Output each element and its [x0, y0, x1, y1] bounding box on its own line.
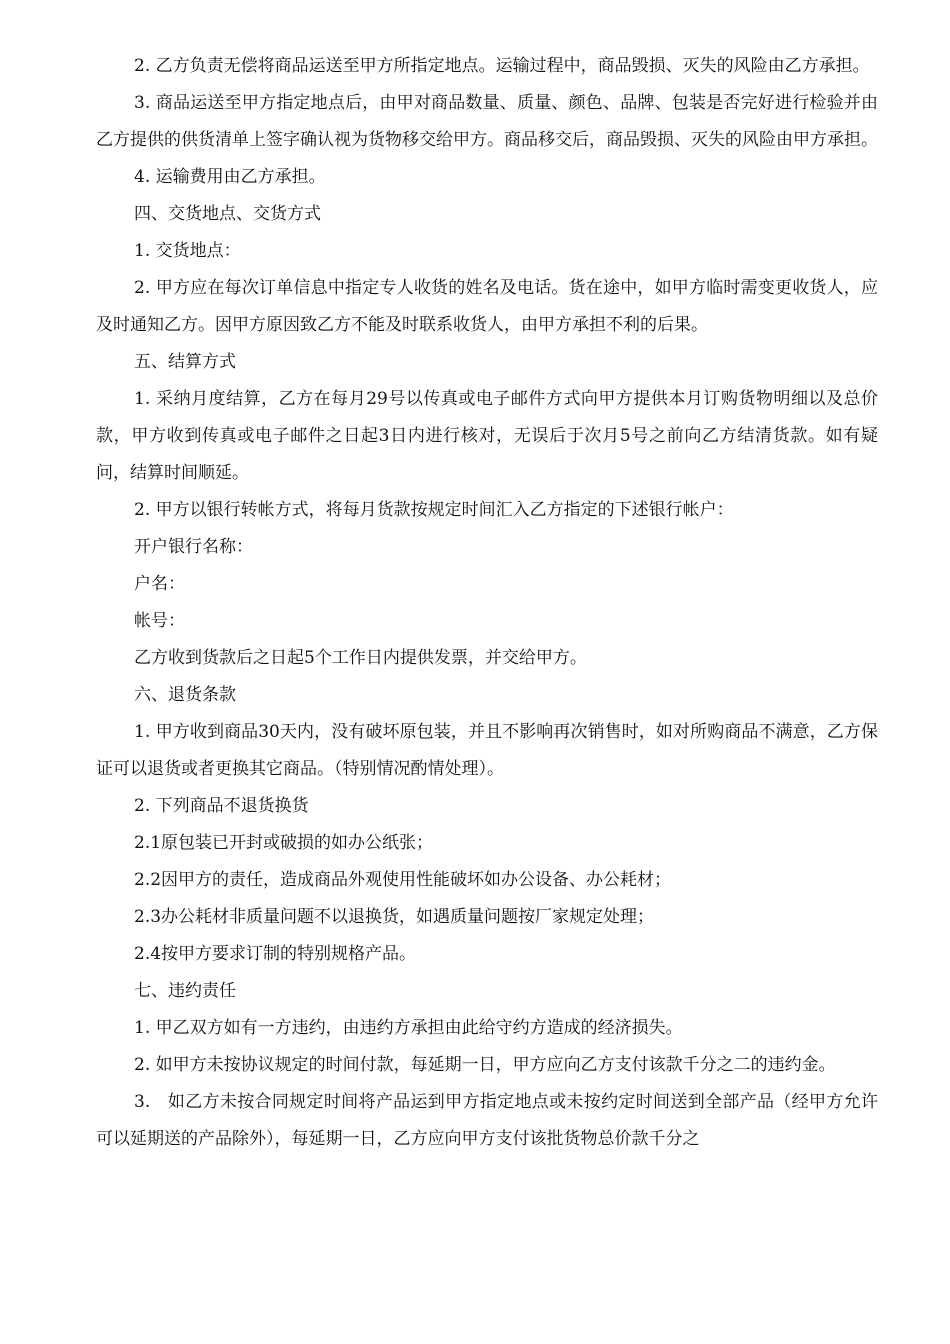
paragraph-late-payment: 2. 如甲方未按协议规定的时间付款，每延期一日，甲方应向乙方支付该款千分之二的违约金。: [134, 1055, 836, 1075]
paragraph-inspection-handover: 3. 商品运送至甲方指定地点后，由甲对商品数量、质量、颜色、品牌、包装是否完好进行检验并由乙方提供的供货清单上签字确认视为货物移交给甲方。商品移交后，商品毁损、灭失的风险由甲方承担。: [96, 93, 878, 150]
paragraph-breach-general: 1. 甲乙双方如有一方违约，由违约方承担由此给守约方造成的经济损失。: [134, 1018, 683, 1038]
field-bank-name: 开户银行名称：: [134, 537, 253, 557]
section-heading-returns: 六、退货条款: [134, 685, 236, 705]
list-item-opened-packaging: 2.1原包装已开封或破损的如办公纸张；: [134, 833, 434, 853]
paragraph-monthly-settlement: 1. 采纳月度结算，乙方在每月29号以传真或电子邮件方式向甲方提供本月订购货物明细以及总价款，甲方收到传真或电子邮件之日起3日内进行核对，无误后于次月5号之前向乙方结清货款。如有疑问，结算时间顺延。: [96, 389, 878, 483]
document-page: [96, 48, 878, 1158]
paragraph-invoice: 乙方收到货款后之日起5个工作日内提供发票，并交给甲方。: [134, 648, 587, 668]
paragraph-transport-responsibility: 2. 乙方负责无偿将商品运送至甲方所指定地点。运输过程中，商品毁损、灭失的风险由乙方承担。: [134, 56, 870, 76]
paragraph-receiver-contact: 2. 甲方应在每次订单信息中指定专人收货的姓名及电话。货在途中，如甲方临时需变更收货人，应及时通知乙方。因甲方原因致乙方不能及时联系收货人，由甲方承担不利的后果。: [96, 278, 878, 335]
list-item-custom-products: 2.4按甲方要求订制的特别规格产品。: [134, 944, 417, 964]
section-heading-settlement: 五、结算方式: [134, 352, 236, 372]
paragraph-delivery-location: 1. 交货地点：: [134, 241, 241, 261]
paragraph-return-window: 1. 甲方收到商品30天内，没有破坏原包装，并且不影响再次销售时，如对所购商品不满意，乙方保证可以退货或者更换其它商品。（特别情况酌情处理）。: [96, 722, 878, 779]
list-item-damage-by-buyer: 2.2因甲方的责任，造成商品外观使用性能破坏如办公设备、办公耗材；: [134, 870, 672, 890]
section-heading-delivery: 四、交货地点、交货方式: [134, 204, 321, 224]
paragraph-non-returnable: 2. 下列商品不退货换货: [134, 796, 309, 816]
paragraph-transport-cost: 4. 运输费用由乙方承担。: [134, 167, 326, 187]
paragraph-bank-transfer: 2. 甲方以银行转帐方式，将每月货款按规定时间汇入乙方指定的下述银行帐户：: [134, 500, 734, 520]
field-account-name: 户名：: [134, 574, 185, 594]
list-item-consumables: 2.3办公耗材非质量问题不以退换货，如遇质量问题按厂家规定处理；: [134, 907, 655, 927]
field-account-number: 帐号：: [134, 611, 185, 631]
section-heading-liability: 七、违约责任: [134, 981, 236, 1001]
paragraph-late-delivery: 3. 如乙方未按合同规定时间将产品运到甲方指定地点或未按约定时间送到全部产品（经甲方允许可以延期送的产品除外），每延期一日，乙方应向甲方支付该批货物总价款千分之: [96, 1092, 878, 1149]
